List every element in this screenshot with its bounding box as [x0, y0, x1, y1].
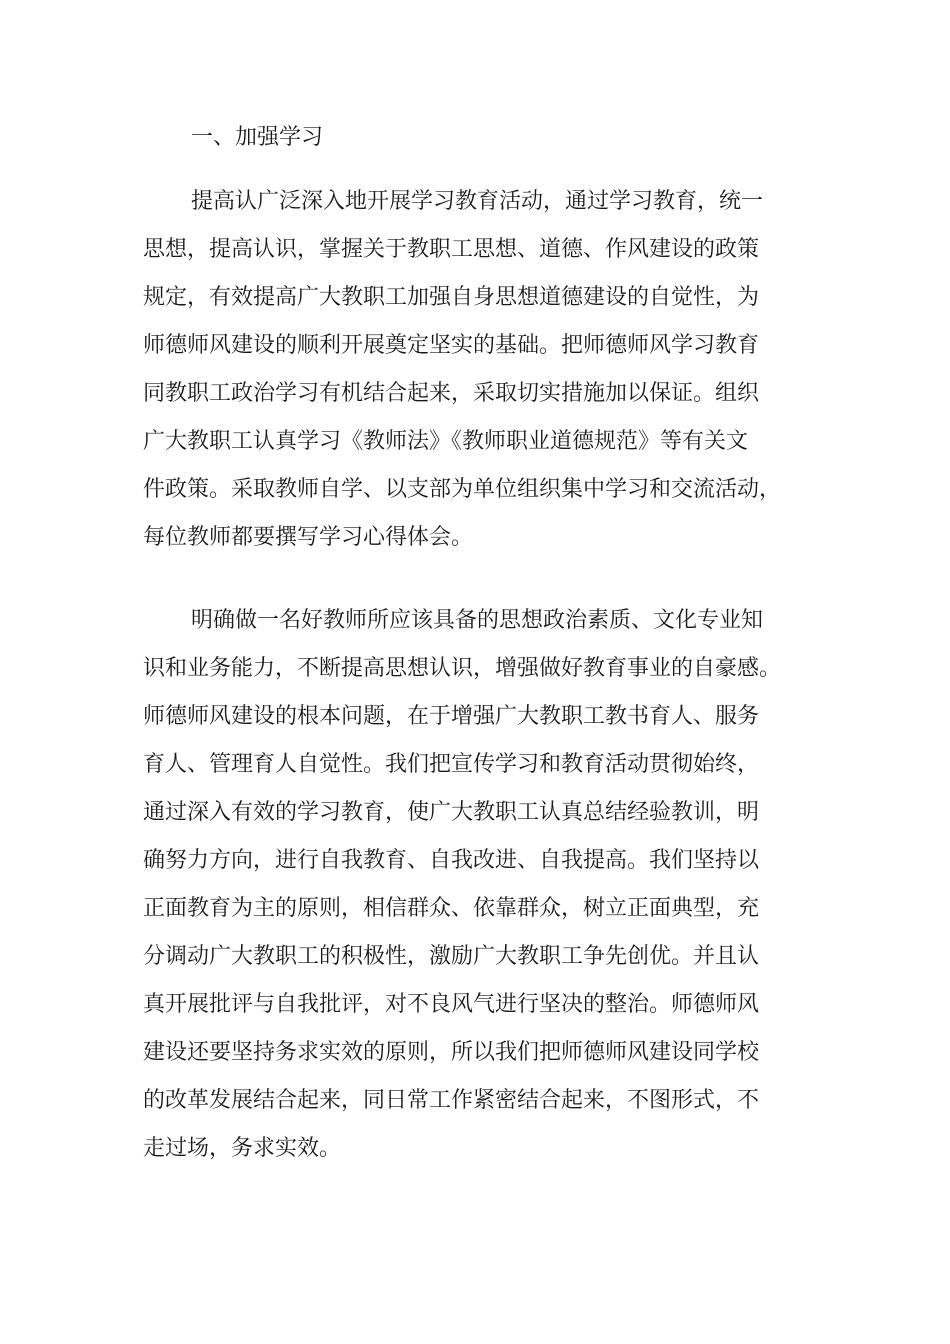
paragraph-line: 同教职工政治学习有机结合起来，采取切实措施加以保证。组织 [143, 381, 760, 406]
paragraph-line: 广大教职工认真学习《教师法》《教师职业道德规范》等有关文 [143, 429, 749, 454]
paragraph-line: 识和业务能力，不断提高思想认识，增强做好教育事业的自豪感。 [143, 656, 782, 681]
paragraph-line: 建设还要坚持务求实效的原则，所以我们把师德师风建设同学校 [143, 1040, 760, 1065]
paragraph-line: 师德师风建设的根本问题，在于增强广大教职工教书育人、服务 [143, 704, 760, 729]
paragraph-line: 师德师风建设的顺利开展奠定坚实的基础。把师德师风学习教育 [143, 333, 760, 358]
paragraph-line: 确努力方向，进行自我教育、自我改进、自我提高。我们坚持以 [143, 848, 760, 873]
section-heading: 一、加强学习 [191, 125, 324, 150]
paragraph-line: 正面教育为主的原则，相信群众、依靠群众，树立正面典型，充 [143, 896, 760, 921]
paragraph-line: 每位教师都要撰写学习心得体会。 [143, 525, 474, 550]
paragraph-line: 通过深入有效的学习教育，使广大教职工认真总结经验教训，明 [143, 800, 760, 825]
paragraph-line: 思想，提高认识，掌握关于教职工思想、道德、作风建设的政策 [143, 237, 760, 262]
paragraph-line: 分调动广大教职工的积极性，激励广大教职工争先创优。并且认 [143, 944, 760, 969]
paragraph-line: 规定，有效提高广大教职工加强自身思想道德建设的自觉性，为 [143, 285, 760, 310]
paragraph-line: 真开展批评与自我批评，对不良风气进行坚决的整治。师德师风 [143, 992, 760, 1017]
paragraph-line: 件政策。采取教师自学、以支部为单位组织集中学习和交流活动， [143, 477, 782, 502]
paragraph-line: 提高认广泛深入地开展学习教育活动，通过学习教育，统一 [191, 189, 764, 214]
paragraph-line: 的改革发展结合起来，同日常工作紧密结合起来，不图形式，不 [143, 1088, 760, 1113]
paragraph-line: 走过场，务求实效。 [143, 1136, 342, 1161]
paragraph-2 [143, 597, 823, 1173]
paragraph-1 [143, 178, 823, 562]
paragraph-line: 明确做一名好教师所应该具备的思想政治素质、文化专业知 [191, 608, 764, 633]
paragraph-line: 育人、管理育人自觉性。我们把宣传学习和教育活动贯彻始终， [143, 752, 760, 777]
